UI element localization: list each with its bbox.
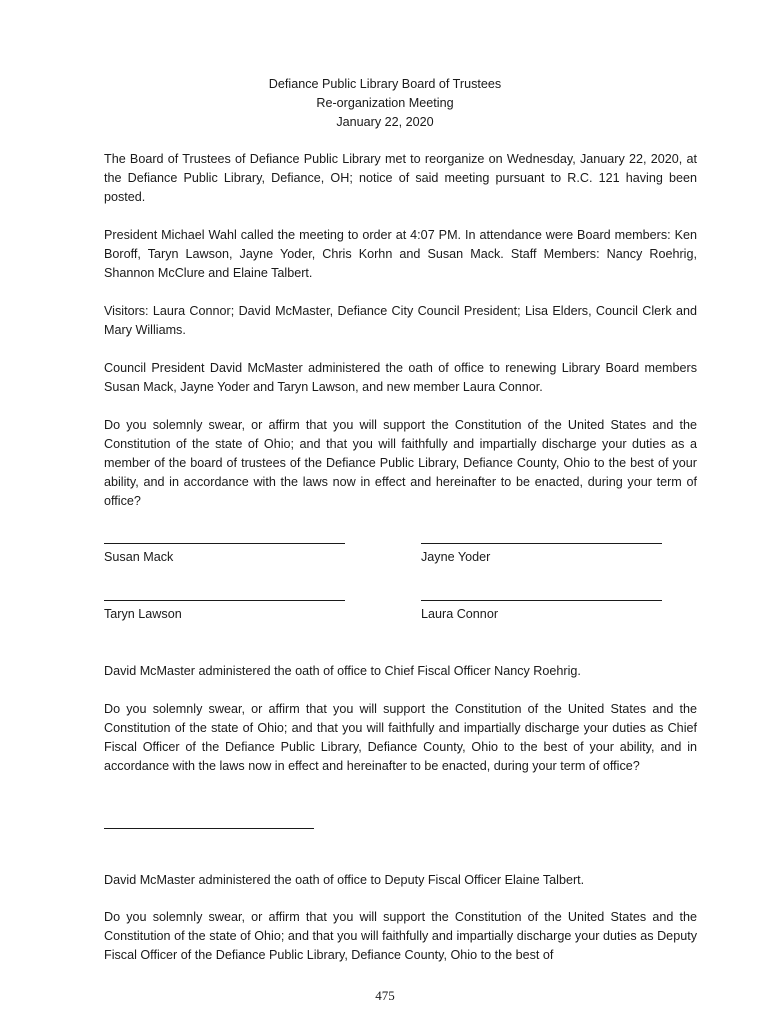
signature-line [421, 543, 662, 544]
paragraph-attendance: President Michael Wahl called the meeting to order at 4:07 PM. In attendance were Board members: Ken Boroff, Taryn Lawson, Jayne Yoder, Chris Korhn and Susan Mack. Staff Members: Nancy Roehrig, Shannon McClure and Elaine Talbert. [104, 228, 697, 280]
signature-line [104, 600, 345, 601]
paragraph-oath-cfo: David McMaster administered the oath of office to Chief Fiscal Officer Nancy Roehrig. [104, 664, 581, 678]
signature-name: Taryn Lawson [104, 607, 182, 621]
page-number: 475 [375, 988, 395, 1003]
signature-name: Jayne Yoder [421, 550, 491, 564]
header-date: January 22, 2020 [336, 115, 434, 129]
signature-name: Laura Connor [421, 607, 499, 621]
paragraph-oath-text-cfo: Do you solemnly swear, or affirm that you will support the Constitution of the United States and the Constitution of the state of Ohio; and that you will faithfully and impartially discharge your duties as Chief Fiscal Officer of the Defiance Public Library, Defiance County, Ohio to the best of your ability, and in accordance with the laws now in effect and hereinafter to be enacted, during your term of office? [104, 702, 697, 773]
paragraph-visitors: Visitors: Laura Connor; David McMaster, Defiance City Council President; Lisa Elders, Council Clerk and Mary Williams. [104, 304, 697, 337]
header-title: Defiance Public Library Board of Trustees [268, 77, 502, 91]
paragraph-oath-text-deputy: Do you solemnly swear, or affirm that you will support the Constitution of the United States and the Constitution of the state of Ohio; and that you will faithfully and impartially discharge your duties as Deputy Fiscal Officer of the Defiance Public Library, Defiance County, Ohio to the best of [104, 910, 697, 962]
document-header [0, 75, 770, 132]
signature-name: Susan Mack [104, 550, 174, 564]
signature-line [104, 543, 345, 544]
paragraph-oath-board: Council President David McMaster administered the oath of office to renewing Library Board members Susan Mack, Jayne Yoder and Taryn Lawson, and new member Laura Connor. [104, 361, 697, 394]
header-subtitle: Re-organization Meeting [316, 96, 454, 110]
paragraph-meeting-intro: The Board of Trustees of Defiance Public Library met to reorganize on Wednesday, January 22, 2020, at the Defiance Public Library, Defiance, OH; notice of said meeting pursuant to R.C. 121 having been posted. [104, 152, 697, 204]
signature-line [421, 600, 662, 601]
signature-line [104, 828, 314, 829]
paragraph-oath-deputy: David McMaster administered the oath of office to Deputy Fiscal Officer Elaine Talbert. [104, 873, 585, 887]
paragraph-oath-text-board: Do you solemnly swear, or affirm that you will support the Constitution of the United States and the Constitution of the state of Ohio; and that you will faithfully and impartially discharge your duties as a member of the board of trustees of the Defiance Public Library, Defiance County, Ohio to the best of your ability, and in accordance with the laws now in effect and hereinafter to be enacted, during your term of office? [104, 418, 697, 508]
